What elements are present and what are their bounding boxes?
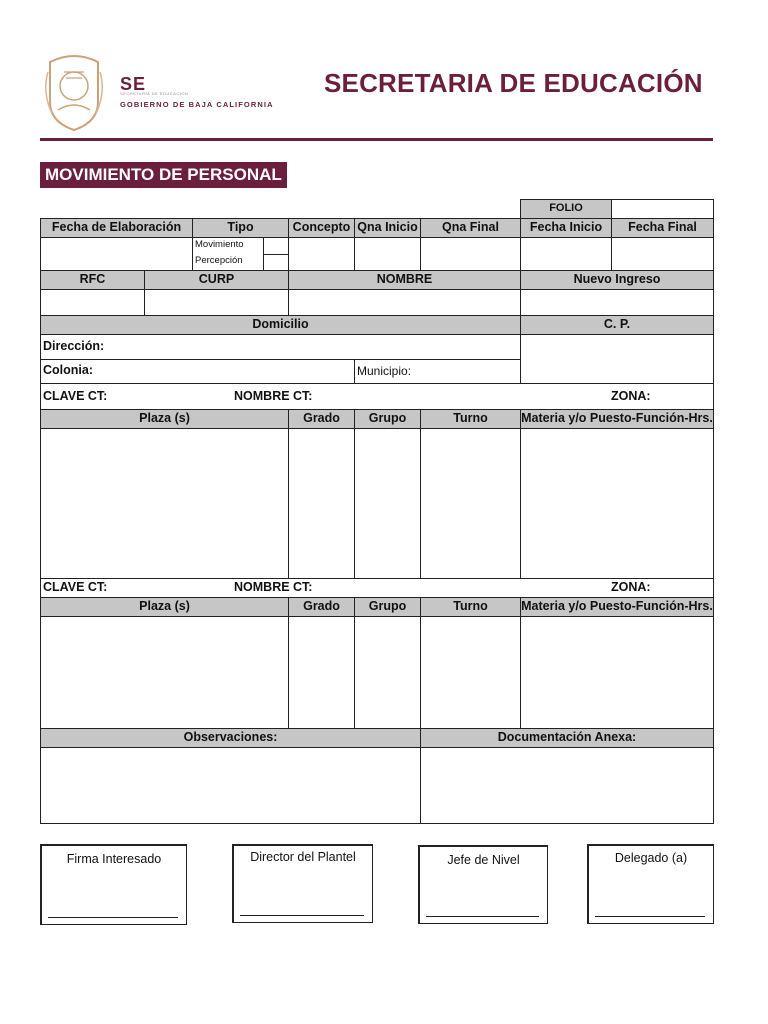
direccion-field[interactable]: [40, 334, 521, 360]
header-rfc: RFC: [40, 270, 145, 290]
turno-field-2[interactable]: [420, 616, 521, 729]
municipio-label: Municipio:: [357, 364, 412, 378]
signature-line: [48, 917, 178, 918]
header-fecha-final: Fecha Final: [611, 218, 714, 238]
header-concepto: Concepto: [288, 218, 355, 238]
signature-box-jefe-nivel[interactable]: [418, 845, 548, 924]
signature-line: [240, 915, 364, 916]
fecha-inicio-field[interactable]: [520, 237, 612, 271]
zona-label-1: ZONA:: [611, 389, 651, 403]
header-grupo-1: Grupo: [354, 409, 421, 429]
header-tipo: Tipo: [192, 218, 289, 238]
folio-label: FOLIO: [520, 199, 612, 219]
tipo-option-movimiento: Movimiento: [195, 239, 244, 250]
signature-line: [595, 916, 705, 917]
clave-ct-label-2: CLAVE CT:: [43, 580, 108, 594]
nombre-field[interactable]: [288, 289, 521, 316]
rfc-field[interactable]: [40, 289, 145, 316]
signature-label-jefe-nivel: Jefe de Nivel: [447, 853, 520, 867]
header-observaciones: Observaciones:: [40, 728, 421, 748]
concepto-field[interactable]: [288, 237, 355, 271]
colonia-label: Colonia:: [43, 363, 93, 377]
header-materia-1: Materia y/o Puesto-Función-Hrs.: [520, 409, 714, 429]
fecha-final-field[interactable]: [611, 237, 714, 271]
curp-field[interactable]: [144, 289, 289, 316]
header-grado-1: Grado: [288, 409, 355, 429]
header-plaza-1: Plaza (s): [40, 409, 289, 429]
grado-field-2[interactable]: [288, 616, 355, 729]
plaza-field-1[interactable]: [40, 428, 289, 579]
signature-box-director[interactable]: [232, 844, 373, 923]
documentacion-field[interactable]: [420, 747, 714, 824]
signature-box-interesado[interactable]: [40, 844, 187, 925]
logo-government: GOBIERNO DE BAJA CALIFORNIA: [120, 100, 274, 109]
header-materia-2: Materia y/o Puesto-Función-Hrs.: [520, 597, 714, 617]
qna-inicio-field[interactable]: [354, 237, 421, 271]
grupo-field-2[interactable]: [354, 616, 421, 729]
tipo-percepcion-checkbox[interactable]: [263, 254, 289, 271]
signature-label-director: Director del Plantel: [250, 850, 356, 864]
header-fecha-inicio: Fecha Inicio: [520, 218, 612, 238]
direccion-label: Dirección:: [43, 339, 105, 353]
header-domicilio: Domicilio: [40, 315, 521, 335]
signature-label-delegado: Delegado (a): [614, 851, 688, 865]
logo-abbreviation: SE: [120, 74, 147, 94]
materia-field-2[interactable]: [520, 616, 714, 729]
header-fecha-elaboracion: Fecha de Elaboración: [40, 218, 193, 238]
grado-field-1[interactable]: [288, 428, 355, 579]
header-grupo-2: Grupo: [354, 597, 421, 617]
header-plaza-2: Plaza (s): [40, 597, 289, 617]
grupo-field-1[interactable]: [354, 428, 421, 579]
nuevo-ingreso-field[interactable]: [520, 289, 714, 316]
clave-ct-label-1: CLAVE CT:: [43, 389, 108, 403]
fecha-elaboracion-field[interactable]: [40, 237, 193, 271]
plaza-field-2[interactable]: [40, 616, 289, 729]
logo-subtext: SECRETARÍA DE EDUCACIÓN: [120, 91, 189, 96]
cp-field[interactable]: [520, 334, 714, 384]
signature-label-interesado: Firma Interesado: [66, 852, 162, 866]
qna-final-field[interactable]: [420, 237, 521, 271]
section-title: MOVIMIENTO DE PERSONAL: [40, 162, 287, 188]
zona-label-2: ZONA:: [611, 580, 651, 594]
observaciones-field[interactable]: [40, 747, 421, 824]
header-nombre: NOMBRE: [288, 270, 521, 290]
page-title: SECRETARIA DE EDUCACIÓN: [324, 68, 703, 98]
turno-field-1[interactable]: [420, 428, 521, 579]
header-curp: CURP: [144, 270, 289, 290]
tipo-option-percepcion: Percepción: [195, 255, 243, 266]
header-nuevo-ingreso: Nuevo Ingreso: [520, 270, 714, 290]
state-crest-logo: [44, 52, 104, 132]
header-cp: C. P.: [520, 315, 714, 335]
header-grado-2: Grado: [288, 597, 355, 617]
signature-box-delegado[interactable]: [587, 844, 714, 924]
header-qna-final: Qna Final: [420, 218, 521, 238]
header-turno-1: Turno: [420, 409, 521, 429]
materia-field-1[interactable]: [520, 428, 714, 579]
nombre-ct-label-2: NOMBRE CT:: [234, 580, 313, 594]
header-documentacion: Documentación Anexa:: [420, 728, 714, 748]
header-divider: [40, 138, 713, 141]
nombre-ct-label-1: NOMBRE CT:: [234, 389, 313, 403]
header-qna-inicio: Qna Inicio: [354, 218, 421, 238]
tipo-movimiento-checkbox[interactable]: [263, 237, 289, 255]
header-turno-2: Turno: [420, 597, 521, 617]
folio-field[interactable]: [611, 199, 714, 219]
signature-line: [426, 916, 539, 917]
